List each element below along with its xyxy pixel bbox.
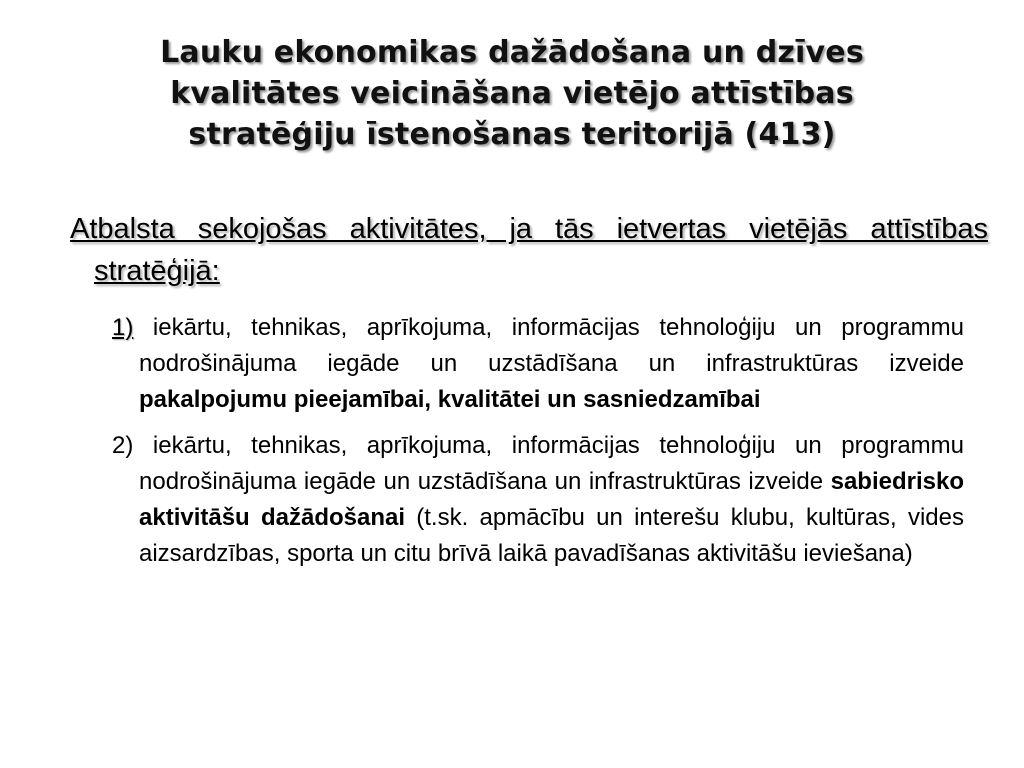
activity-list <box>112 310 964 582</box>
item-tail-text: (t.sk. apmācību un interešu klubu, kultūras, vides aizsardzības, sporta un citu brīvā laikā pavadīšanas aktivitāšu ieviešana) <box>139 504 964 567</box>
lead-text: Atbalsta sekojošas aktivitātes, ja tās ietvertas vietējās attīstības stratēģijā: <box>70 213 988 287</box>
item-bold-text: pakalpojumu pieejamībai, kvalitātei un sasniedzamībai <box>139 386 761 413</box>
item-text: iekārtu, tehnikas, aprīkojuma, informācijas tehnoloģiju un programmu nodrošinājuma iegāde un uzstādīšana un infrastruktūras izveide <box>133 314 964 377</box>
list-item-1 <box>112 310 964 418</box>
item-number: 1) <box>112 314 134 341</box>
item-text: iekārtu, tehnikas, aprīkojuma, informācijas tehnoloģiju un programmu nodrošinājuma iegāde un uzstādīšana un infrastruktūras izveide <box>133 432 964 495</box>
slide-title: Lauku ekonomikas dažādošana un dzīves kvalitātes veicināšana vietējo attīstības stratēģiju īstenošanas teritorijā (413) <box>160 35 864 152</box>
item-bold-text: sabiedrisko aktivitāšu dažādošanai <box>139 468 964 531</box>
item-number: 2) <box>112 432 134 459</box>
list-item-2 <box>112 428 964 572</box>
